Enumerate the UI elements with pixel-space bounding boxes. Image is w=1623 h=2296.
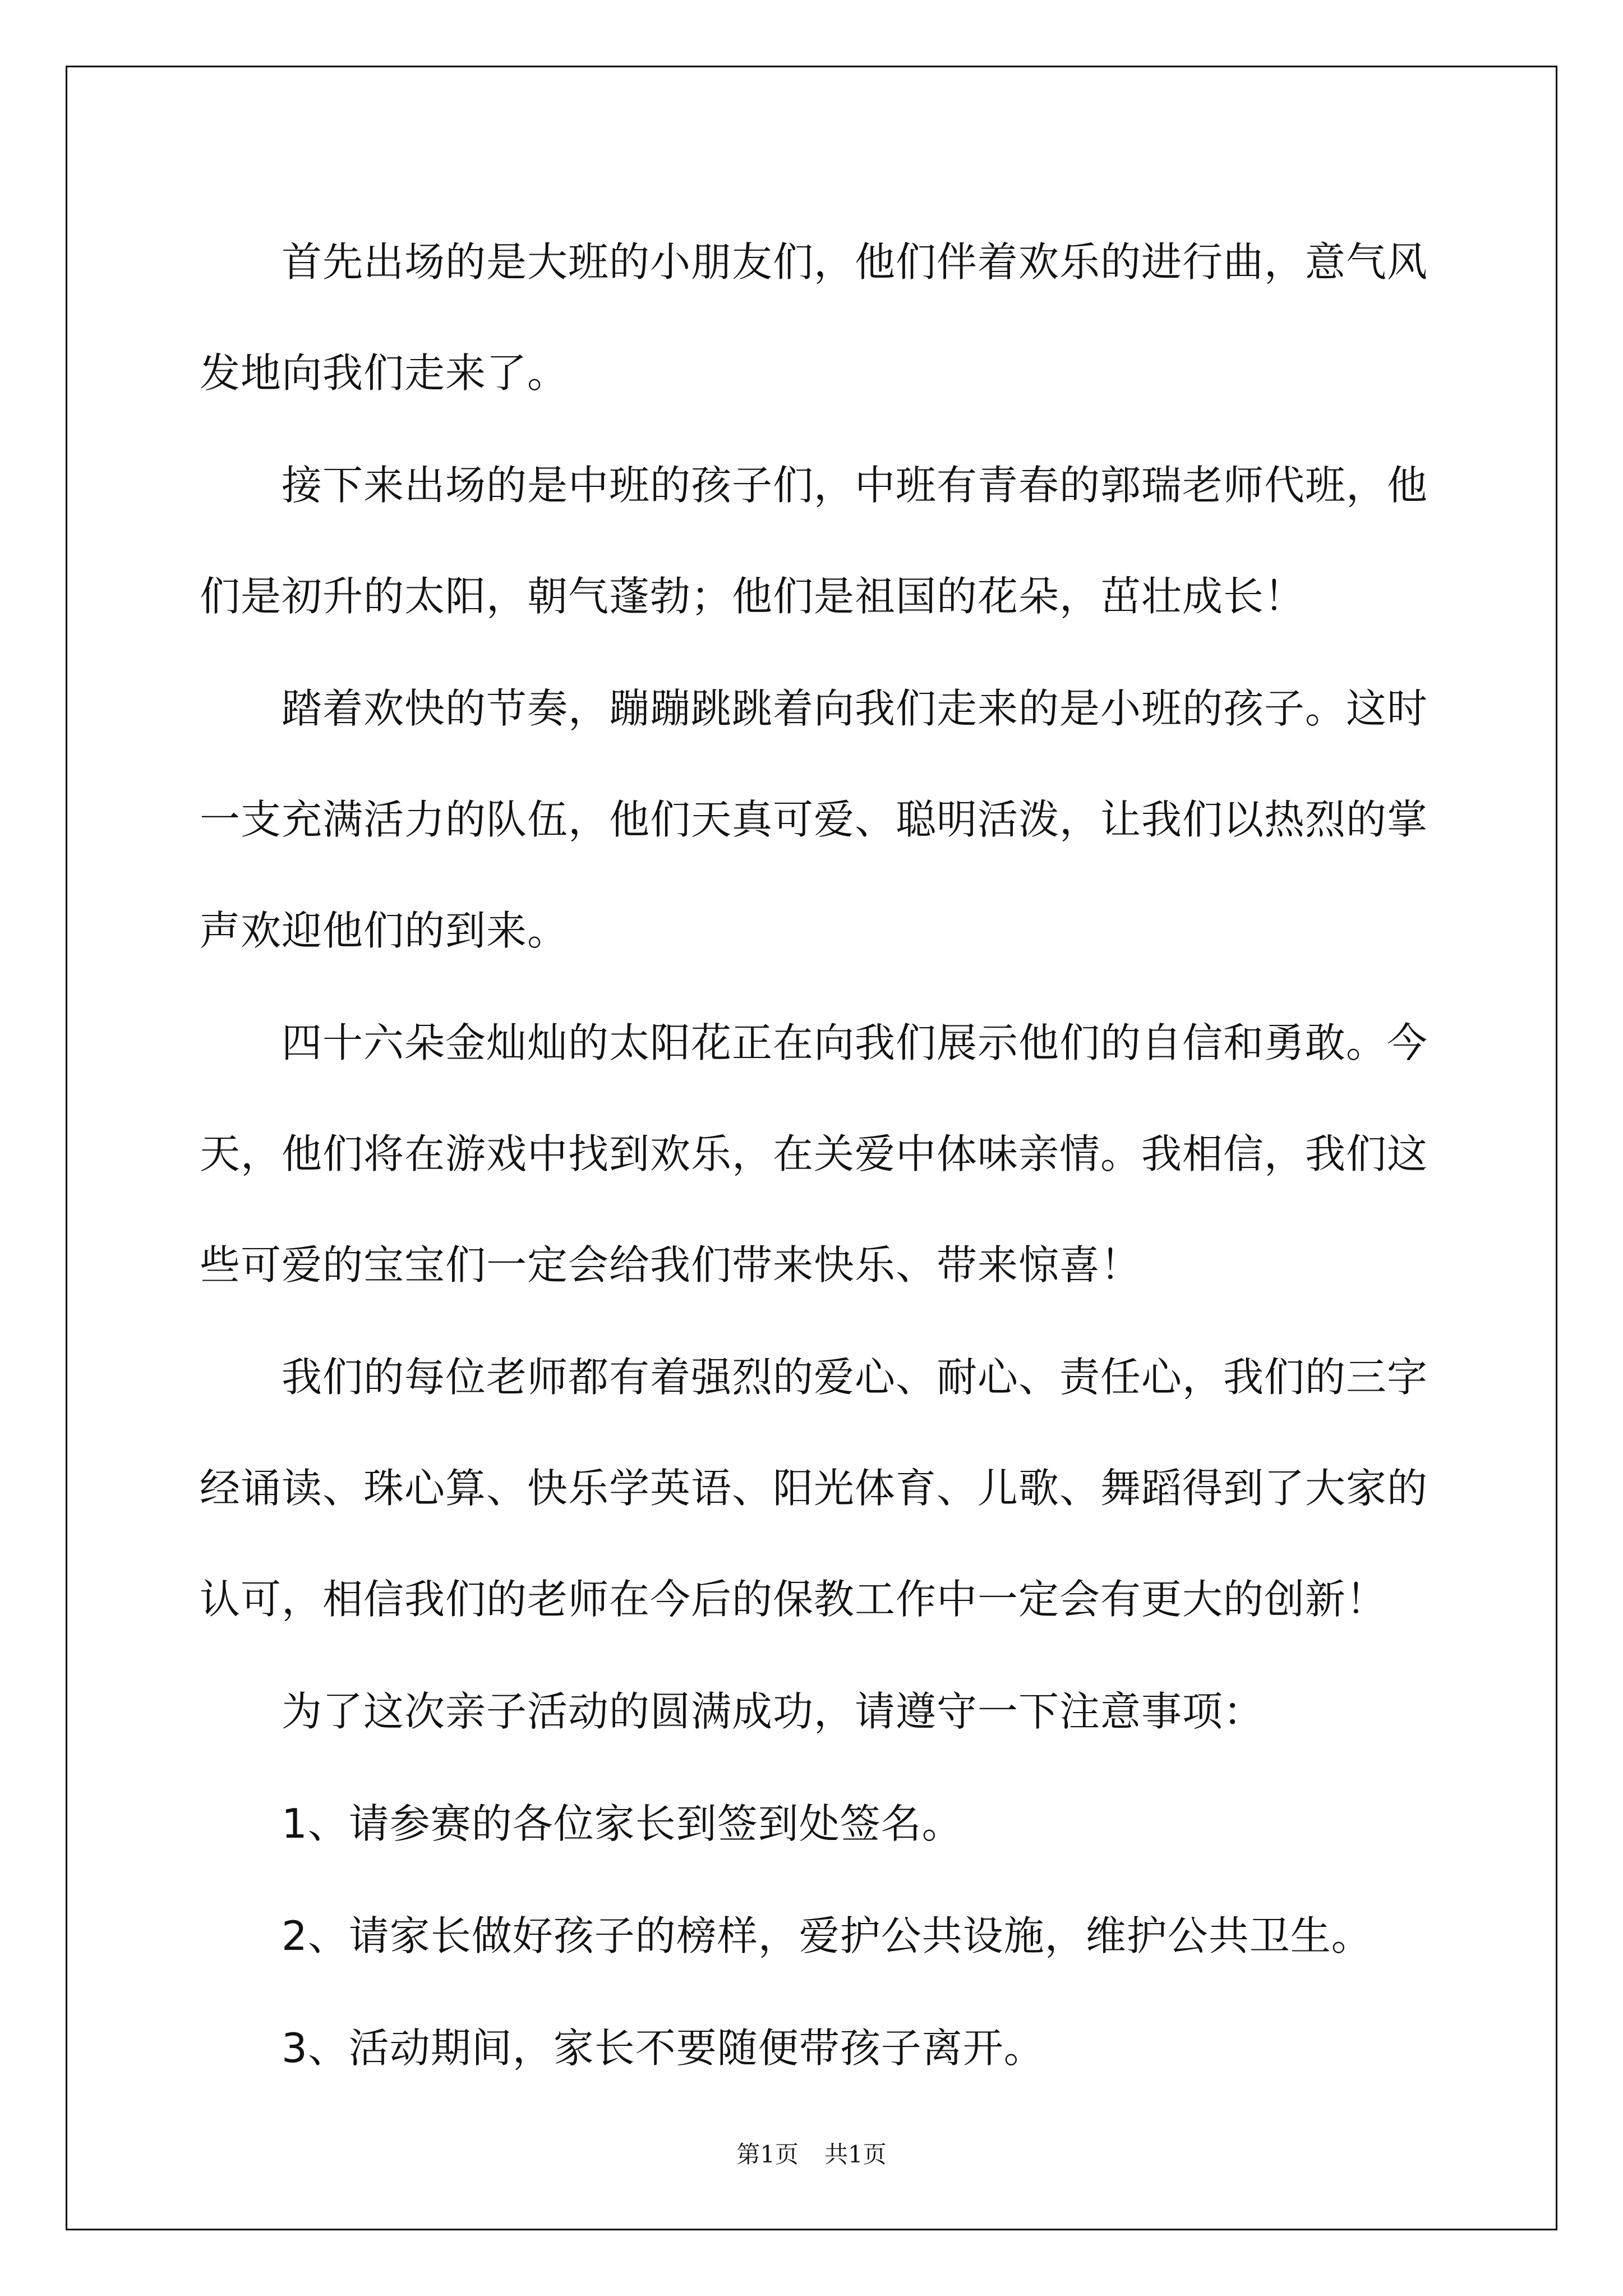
page-footer — [0, 2136, 1623, 2170]
paragraph-2: 接下来出场的是中班的孩子们，中班有青春的郭瑞老师代班，他们是初升的太阳，朝气蓬勃；他们是祖国的花朵，茁壮成长！ — [200, 462, 1428, 620]
list-item-1: 1、请参赛的各位家长到签到处签名。 — [282, 1800, 963, 1847]
page-number: 第1页 — [736, 2141, 799, 2168]
page-total: 共1页 — [824, 2141, 887, 2168]
list-item-3: 3、活动期间，家长不要随便带孩子离开。 — [282, 2024, 1045, 2072]
paragraph-4: 四十六朵金灿灿的太阳花正在向我们展示他们的自信和勇敢。今天，他们将在游戏中找到欢乐，在关爱中体味亲情。我相信，我们这些可爱的宝宝们一定会给我们带来快乐、带来惊喜！ — [200, 1019, 1428, 1289]
paragraph-3: 踏着欢快的节奏，蹦蹦跳跳着向我们走来的是小班的孩子。这时一支充满活力的队伍，他们天真可爱、聪明活泼，让我们以热烈的掌声欢迎他们的到来。 — [200, 685, 1428, 954]
paragraph-5: 我们的每位老师都有着强烈的爱心、耐心、责任心，我们的三字经诵读、珠心算、快乐学英语、阳光体育、儿歌、舞蹈得到了大家的认可，相信我们的老师在今后的保教工作中一定会有更大的创新！ — [200, 1354, 1428, 1623]
document-body — [200, 206, 1428, 2104]
paragraph-1: 首先出场的是大班的小朋友们，他们伴着欢乐的进行曲，意气风发地向我们走来了。 — [200, 238, 1428, 397]
paragraph-6: 为了这次亲子活动的圆满成功，请遵守一下注意事项： — [282, 1688, 1265, 1735]
list-item-2: 2、请家长做好孩子的榜样，爱护公共设施，维护公共卫生。 — [282, 1912, 1372, 1959]
